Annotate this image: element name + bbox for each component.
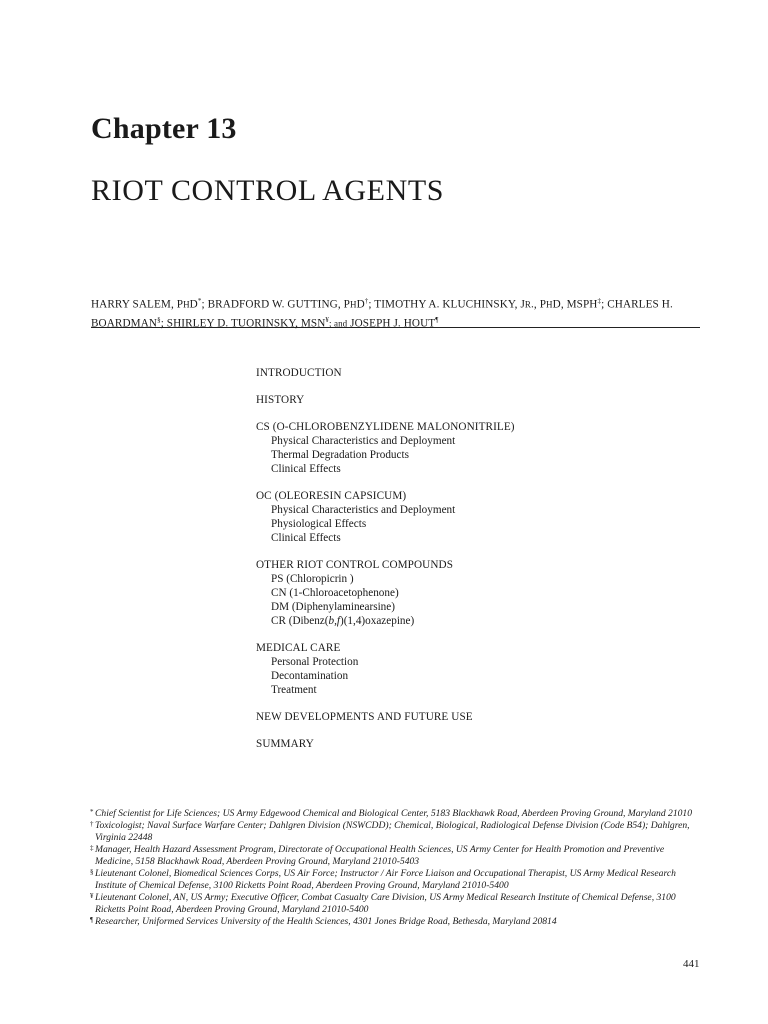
footnote — [90, 844, 704, 868]
footnote-text: Toxicologist; Naval Surface Warfare Center; Dahlgren Division (NSWCDD); Chemical, Biological, Radiological Defense Division (Code B54); Dahlgren, Virginia 22448 — [95, 820, 690, 843]
footnote-text: Lieutenant Colonel, AN, US Army; Executive Officer, Combat Casualty Care Division, US Army Medical Research Institute of Chemical Defense, 3100 Ricketts Point Road, Aberdeen Proving Ground, Maryland 21010-5400 — [95, 892, 676, 915]
toc-subitem: DM (Diphenylaminearsine) — [271, 601, 395, 613]
toc-subitem: CN (1-Chloroacetophenone) — [271, 587, 399, 599]
toc-heading: CS (O-CHLOROBENZYLIDENE MALONONITRILE) — [256, 421, 515, 433]
toc-heading: HISTORY — [256, 394, 305, 406]
footnote — [90, 892, 704, 916]
chapter-title: RIOT CONTROL AGENTS — [91, 174, 445, 207]
footnote-marker: § — [157, 315, 161, 324]
footnote-marker: ¶ — [90, 916, 94, 924]
footnote-marker: * — [90, 808, 94, 816]
toc-heading: OTHER RIOT CONTROL COMPOUNDS — [256, 559, 454, 571]
toc-subitem: Clinical Effects — [271, 532, 341, 544]
degree-text: D — [356, 298, 365, 311]
suffix-small-caps: R — [524, 299, 532, 310]
degree-small-caps: H — [183, 299, 190, 310]
footnote-text: Researcher, Uniformed Services University of the Health Sciences, 4301 Jones Bridge Road, Bethesda, Maryland 20814 — [95, 916, 557, 927]
toc-heading: INTRODUCTION — [256, 367, 342, 379]
toc-section — [256, 393, 696, 407]
degree-small-caps: H — [349, 299, 357, 310]
author-name: HARRY SALEM, P — [91, 298, 184, 311]
chapter-outline — [256, 366, 696, 764]
footnote — [90, 916, 704, 928]
toc-subitem: Decontamination — [271, 670, 349, 682]
toc-subitem: Physiological Effects — [271, 518, 367, 530]
toc-section — [256, 420, 696, 476]
footnote-text: Lieutenant Colonel, Biomedical Sciences Corps, US Air Force; Instructor / Air Force Liaison and Occupational Therapist, US Army Medical Research Institute of Chemical Defense, 3100 Ricketts Point Road, Aberdeen Proving Ground, Maryland 21010-5400 — [95, 868, 676, 891]
footnote-marker: § — [90, 868, 94, 876]
author-name: ; TIMOTHY A. KLUCHINSKY, J — [368, 298, 525, 311]
footnote-marker: * — [197, 297, 202, 305]
toc-subitem: Clinical Effects — [271, 463, 341, 475]
toc-section — [256, 366, 696, 380]
toc-subitem: Physical Characteristics and Deployment — [271, 435, 456, 447]
chapter-label: Chapter 13 — [91, 112, 237, 145]
toc-subitem: Thermal Degradation Products — [271, 449, 409, 461]
author-name: ; SHIRLEY D. TUORINSKY, MSN — [160, 317, 326, 330]
degree-text: ., P — [531, 298, 547, 311]
author-name: JOSEPH J. HOUT — [347, 317, 436, 330]
toc-section — [256, 641, 696, 697]
footnote-text: Chief Scientist for Life Sciences; US Army Edgewood Chemical and Biological Center, 5183 Blackhawk Road, Aberdeen Proving Ground, Maryland 21010 — [95, 808, 693, 819]
degree-text: D, MSPH — [552, 298, 598, 311]
toc-subitem: Physical Characteristics and Deployment — [271, 504, 456, 516]
footnotes — [90, 808, 704, 928]
footnote-marker: † — [90, 820, 94, 828]
footnote-marker: ¶ — [435, 315, 439, 324]
toc-heading: OC (OLEORESIN CAPSICUM) — [256, 490, 407, 502]
toc-section — [256, 710, 696, 724]
toc-heading: NEW DEVELOPMENTS AND FUTURE USE — [256, 711, 473, 723]
degree-text: D — [189, 298, 198, 311]
toc-subitem: Personal Protection — [271, 656, 359, 668]
author-list — [91, 294, 703, 331]
degree-small-caps: H — [546, 299, 553, 310]
footnote-marker: ‡ — [597, 297, 602, 305]
footnote — [90, 868, 704, 892]
author-name: ; BRADFORD W. GUTTING, P — [201, 298, 350, 311]
author-name: ; CHARLES H. BOARDMAN — [91, 298, 673, 330]
footnote-marker: ‡ — [90, 844, 94, 852]
footnote-marker: ¥ — [325, 315, 330, 324]
toc-subitem: Treatment — [271, 684, 317, 696]
toc-subitem: PS (Chloropicrin ) — [271, 573, 354, 585]
footnote-marker: ¥ — [90, 892, 94, 900]
footnote — [90, 808, 704, 820]
toc-section — [256, 558, 696, 628]
toc-heading: SUMMARY — [256, 738, 314, 750]
toc-heading: MEDICAL CARE — [256, 642, 341, 654]
footnote-marker: † — [364, 297, 369, 305]
footnote-text: Manager, Health Hazard Assessment Program, Directorate of Occupational Health Sciences, US Army Center for Health Promotion and Preventive Medicine, 5158 Blackhawk Road, Aberdeen Proving Ground, Maryland 21010-5403 — [95, 844, 665, 867]
toc-subitem: CR (Dibenz(b,f)(1,4)oxazepine) — [271, 615, 415, 627]
toc-section — [256, 737, 696, 751]
author-divider — [91, 327, 700, 328]
toc-section — [256, 489, 696, 545]
page-number: 441 — [683, 958, 700, 970]
footnote — [90, 820, 704, 844]
and-word: ; and — [329, 318, 348, 329]
